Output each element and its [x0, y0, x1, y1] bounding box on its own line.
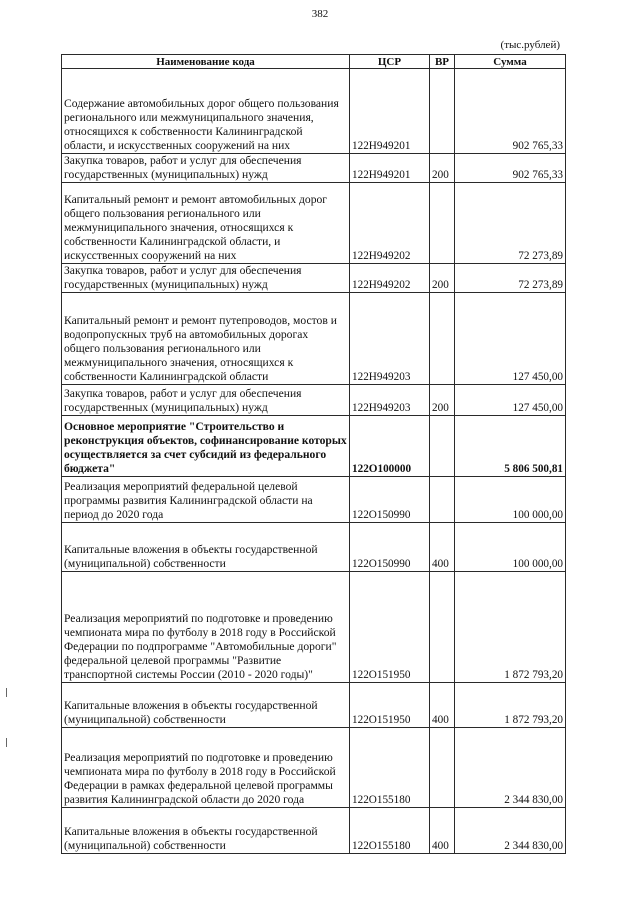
row-vr: 400 [430, 523, 455, 572]
row-vr [430, 728, 455, 808]
row-vr [430, 572, 455, 683]
row-vr: 400 [430, 683, 455, 728]
page-number: 382 [311, 8, 329, 20]
row-vr [430, 293, 455, 385]
row-name: Реализация мероприятий по подготовке и проведению чемпионата мира по футболу в 2018 году в Российской Федерации в рамках федеральной целевой программы развития Калининградской области до 2020 года [62, 728, 350, 808]
header-name: Наименование кода [62, 55, 350, 69]
row-name: Капитальный ремонт и ремонт автомобильных дорог общего пользования регионального или межмуниципального значения, относящихся к собственности Калининградской области, и искусственных сооружений на них [62, 183, 350, 264]
row-vr [430, 183, 455, 264]
budget-table [61, 54, 566, 854]
table-row [62, 572, 566, 683]
row-code: 122O150990 [350, 477, 430, 523]
row-name: Капитальные вложения в объекты государственной (муниципальной) собственности [62, 683, 350, 728]
row-name: Реализация мероприятий по подготовке и проведению чемпионата мира по футболу в 2018 году в Российской Федерации по подпрограмме "Автомобильные дороги" федеральной целевой программы "Развитие транспортной системы России (2010 - 2020 годы)" [62, 572, 350, 683]
row-sum: 100 000,00 [455, 477, 566, 523]
row-code: 122H949203 [350, 293, 430, 385]
row-vr [430, 69, 455, 154]
table-row [62, 728, 566, 808]
row-sum: 72 273,89 [455, 264, 566, 293]
table-header-row [62, 55, 566, 69]
row-name: Закупка товаров, работ и услуг для обеспечения государственных (муниципальных) нужд [62, 264, 350, 293]
table-row [62, 416, 566, 477]
row-name: Капитальные вложения в объекты государственной (муниципальной) собственности [62, 523, 350, 572]
row-sum: 902 765,33 [455, 154, 566, 183]
row-name: Закупка товаров, работ и услуг для обеспечения государственных (муниципальных) нужд [62, 385, 350, 416]
table-row [62, 183, 566, 264]
row-code: 122O100000 [350, 416, 430, 477]
table-row [62, 69, 566, 154]
row-vr [430, 416, 455, 477]
row-sum: 1 872 793,20 [455, 683, 566, 728]
row-sum: 1 872 793,20 [455, 572, 566, 683]
table-row [62, 385, 566, 416]
row-code: 122H949202 [350, 183, 430, 264]
row-name: Закупка товаров, работ и услуг для обеспечения государственных (муниципальных) нужд [62, 154, 350, 183]
scan-margin-mark [6, 738, 7, 747]
scan-margin-mark [6, 688, 7, 697]
table-row [62, 523, 566, 572]
row-sum: 72 273,89 [455, 183, 566, 264]
table-row [62, 477, 566, 523]
row-sum: 5 806 500,81 [455, 416, 566, 477]
row-code: 122O151950 [350, 572, 430, 683]
header-sum: Сумма [455, 55, 566, 69]
row-sum: 127 450,00 [455, 385, 566, 416]
table-row [62, 264, 566, 293]
table-row [62, 683, 566, 728]
table-row [62, 154, 566, 183]
row-sum: 2 344 830,00 [455, 728, 566, 808]
row-sum: 2 344 830,00 [455, 808, 566, 854]
row-sum: 127 450,00 [455, 293, 566, 385]
row-name: Капитальный ремонт и ремонт путепроводов, мостов и водопропускных труб на автомобильных дорогах общего пользования регионального или межмуниципального значения, относящихся к собственности Калининградской области [62, 293, 350, 385]
row-code: 122H949203 [350, 385, 430, 416]
row-name: Реализация мероприятий федеральной целевой программы развития Калининградской области на период до 2020 года [62, 477, 350, 523]
row-code: 122H949201 [350, 154, 430, 183]
row-vr: 200 [430, 154, 455, 183]
row-code: 122H949201 [350, 69, 430, 154]
header-vr: ВР [430, 55, 455, 69]
row-code: 122O155180 [350, 728, 430, 808]
row-vr [430, 477, 455, 523]
table-row [62, 293, 566, 385]
header-code: ЦСР [350, 55, 430, 69]
row-vr: 200 [430, 264, 455, 293]
row-vr: 200 [430, 385, 455, 416]
row-name: Основное мероприятие "Строительство и реконструкция объектов, софинансирование которых осуществляется за счет субсидий из федерального бюджета" [62, 416, 350, 477]
row-name: Капитальные вложения в объекты государственной (муниципальной) собственности [62, 808, 350, 854]
table-row [62, 808, 566, 854]
row-sum: 902 765,33 [455, 69, 566, 154]
units-label: (тыс.рублей) [500, 39, 560, 51]
row-code: 122O151950 [350, 683, 430, 728]
row-name: Содержание автомобильных дорог общего пользования регионального или межмуниципального значения, относящихся к собственности Калининградской области, и искусственных сооружений на них [62, 69, 350, 154]
row-sum: 100 000,00 [455, 523, 566, 572]
row-vr: 400 [430, 808, 455, 854]
row-code: 122O150990 [350, 523, 430, 572]
row-code: 122O155180 [350, 808, 430, 854]
row-code: 122H949202 [350, 264, 430, 293]
